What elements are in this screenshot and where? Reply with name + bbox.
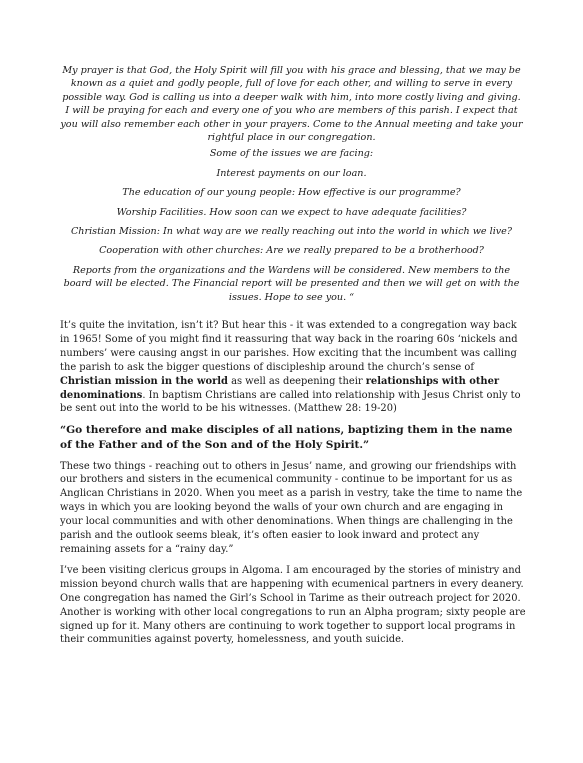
emphasis-mission: Christian mission in the world [60,375,228,387]
issue-item: The education of our young people: How effective is our programme? [122,187,461,199]
body-paragraph-3: I’ve been visiting clericus groups in Algoma. I am encouraged by the stories of ministry and mission beyond church walls that are happening with ecumenical partners in every deanery. One congregation has named the Girl’s School in Tarime as their outreach project for 2020. Another is working with other local congregations to run an Alpha program; sixty people are signed up for it. Many others are continuing to work together to support local programs in their communities against poverty, homelessness, and youth suicide. [60,564,526,646]
issue-item: Worship Facilities. How soon can we expect to have adequate facilities? [116,206,467,218]
body-paragraph-2: These two things - reaching out to others in Jesus’ name, and growing our friendships with our brothers and sisters in the ecumenical community - continue to be important for us as Anglican Christians in 2020. When you meet as a parish in vestry, take the time to name the ways in which you are looking beyond the walls of your own church and are engaging in your local communities and with other denominations. When things are challenging in the parish and the outlook seems bleak, it’s often easier to look inward and protect any remaining assets for a “rainy day.” [60,460,523,555]
paragraph-text: as well as deepening their [227,375,366,387]
paragraph-text: . In baptism Christians are called into relationship with Jesus Christ only to be sent out into the world to be his witnesses. (Matthew 28: 19-20) [60,389,521,415]
body-paragraph-1 [60,319,526,416]
issue-item: Christian Mission: In what way are we really reaching out into the world in which we live? [70,226,513,238]
paragraph-text: It’s quite the invitation, isn’t it? But hear this - it was extended to a congregation way back in 1965! Some of you might find it reassuring that way back in the roaring 60s ‘nickels and numbers’ were causing angst in our parishes. How exciting that the incumbent was calling the parish to ask the bigger questions of discipleship around the church’s sense of [60,320,518,373]
issue-item: Interest payments on our loan. [216,167,367,179]
closing-paragraph: Reports from the organizations and the Wardens will be considered. New members to the board will be elected. The Financial report will be presented and then we will get on with the issues. Hope to see you. “ [63,264,520,303]
letter-body [60,319,526,654]
issues-heading: Some of the issues we are facing: [209,148,374,160]
issue-item: Cooperation with other churches: Are we really prepared to be a brotherhood? [99,245,484,257]
scripture-quote: “Go therefore and make disciples of all nations, baptizing them in the name of the Father and of the Son and of the Holy Spirit.” [60,424,513,451]
emphasis-relationships: relationships with other denominations [60,375,500,401]
prayer-paragraph: My prayer is that God, the Holy Spirit will fill you with his grace and blessing, that we may be known as a quiet and godly people, full of love for each other, and willing to serve in every possible way. God is calling us into a deeper walk with him, into more costly living and giving. I will be praying for each and every one of you who are members of this parish. I expect that you will also remember each other in your prayers. Come to the Annual meeting and take your rightful place in our congregation. [60,65,523,144]
quoted-invitation [60,64,523,310]
